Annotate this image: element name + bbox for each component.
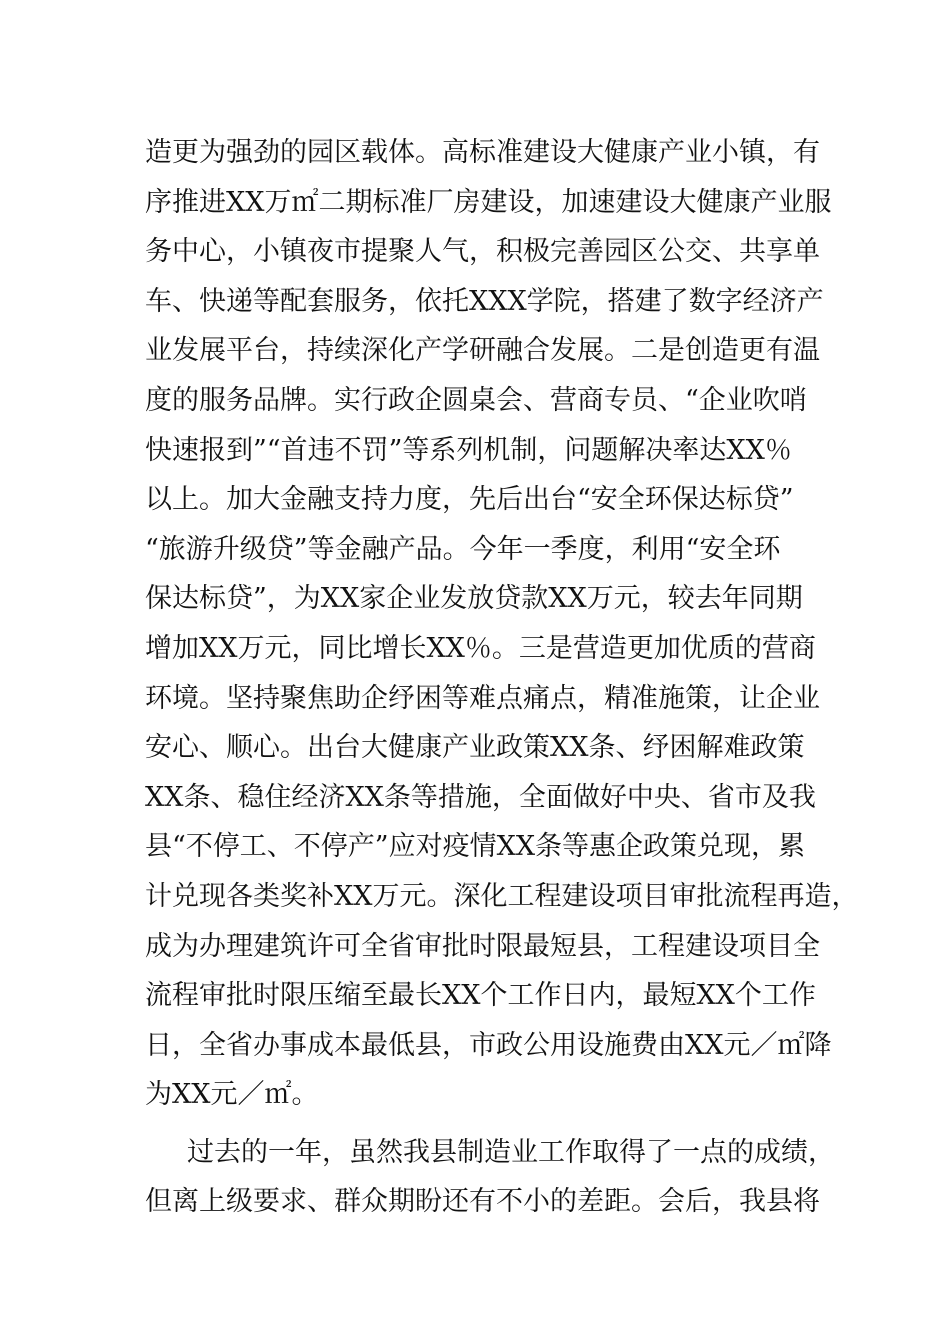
text-line: 以上。加大金融支持力度，先后出台“安全环保达标贷” [145,484,794,516]
text-line: 环境。坚持聚焦助企纾困等难点痛点，精准施策，让企业 [145,682,820,714]
text-line: 务中心，小镇夜市提聚人气，积极完善园区公交、共享单 [145,236,820,268]
paragraph-gap [145,1120,825,1128]
text-line: 造更为强劲的园区载体。高标准建设大健康产业小镇，有 [145,137,820,168]
text-line: 度的服务品牌。实行政企圆桌会、营商专员、“企业吹哨 [145,384,807,416]
paragraph-2 [145,1128,835,1227]
text-line: XX条、稳住经济XX条等措施，全面做好中央、省市及我 [145,781,816,813]
text-line: 车、快递等配套服务，依托XXX学院，搭建了数字经济产 [145,285,824,317]
body-text [145,128,859,1227]
text-line: 计兑现各类奖补XX万元。深化工程建设项目审批流程再造， [145,880,859,912]
text-line: 增加XX万元，同比增长XX％。三是营造更加优质的营商 [145,632,816,664]
text-line: 为XX元／㎡。 [145,1079,319,1111]
paragraph-1 [145,128,859,1120]
text-line: 日，全省办事成本最低县，市政公用设施费由XX元／㎡降 [145,1029,832,1061]
text-line: “旅游升级贷”等金融产品。今年一季度，利用“安全环 [145,533,781,565]
text-line: 流程审批时限压缩至最长XX个工作日内，最短XX个工作 [145,980,816,1012]
text-line: 序推进XX万㎡二期标准厂房建设，加速建设大健康产业服 [145,186,832,218]
text-line: 成为办理建筑许可全省审批时限最短县，工程建设项目全 [145,930,820,962]
text-line: 快速报到”“首违不罚”等系列机制，问题解决率达XX％ [145,434,792,466]
text-line: 业发展平台，持续深化产学研融合发展。二是创造更有温 [145,335,820,367]
text-line: 过去的一年，虽然我县制造业工作取得了一点的成绩， [187,1136,835,1168]
text-line: 保达标贷”，为XX家企业发放贷款XX万元，较去年同期 [145,583,803,615]
text-line: 但离上级要求、群众期盼还有不小的差距。会后，我县将 [145,1186,820,1218]
text-line: 县“不停工、不停产”应对疫情XX条等惠企政策兑现，累 [145,831,806,863]
text-line: 安心、顺心。出台大健康产业政策XX条、纾困解难政策 [145,732,805,764]
